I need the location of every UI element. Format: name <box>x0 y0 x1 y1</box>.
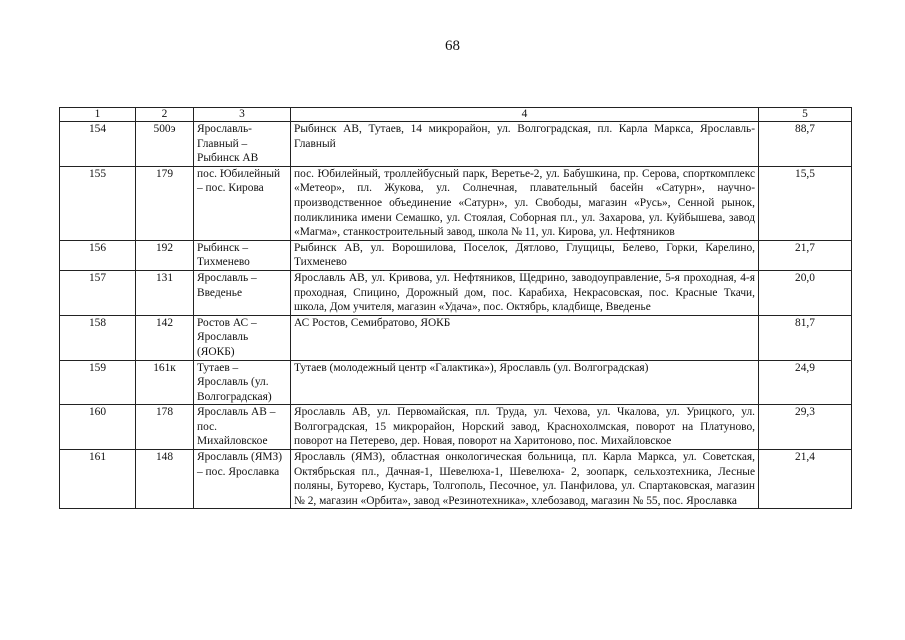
row-number: 157 <box>60 270 136 315</box>
table-row <box>60 405 852 450</box>
column-header-3: 3 <box>194 108 291 122</box>
route-length: 21,7 <box>759 240 852 270</box>
row-number: 155 <box>60 166 136 240</box>
route-name: Ярославль – Введенье <box>194 270 291 315</box>
table-row <box>60 166 852 240</box>
table-row <box>60 360 852 405</box>
route-length: 20,0 <box>759 270 852 315</box>
header-row <box>60 108 852 122</box>
route-number: 192 <box>136 240 194 270</box>
route-name: Ярославль-Главный – Рыбинск АВ <box>194 122 291 167</box>
route-length: 88,7 <box>759 122 852 167</box>
route-name: пос. Юбилейный – пос. Кирова <box>194 166 291 240</box>
route-number: 500э <box>136 122 194 167</box>
route-number: 178 <box>136 405 194 450</box>
route-number: 131 <box>136 270 194 315</box>
route-name: Ярославль АВ – пос. Михайловское <box>194 405 291 450</box>
route-stops: Ярославль (ЯМЗ), областная онкологическая больница, пл. Карла Маркса, ул. Советская, Октябрьская пл., Дачная-1, Шевелюха-1, Шевелюха- 2, зоопарк, сельхозтехника, Лесные поляны, Буторево, Кустарь, Толгополь, Песочное, ул. Панфилова, ул. Спартаковская, магазин № 2, магазин «Орбита», завод «Резинотехника», хлебозавод, магазин № 55, пос. Ярославка <box>291 450 759 509</box>
table-row <box>60 450 852 509</box>
route-length: 29,3 <box>759 405 852 450</box>
route-stops: Рыбинск АВ, ул. Ворошилова, Поселок, Дятлово, Глущицы, Белево, Горки, Карелино, Тихменево <box>291 240 759 270</box>
row-number: 161 <box>60 450 136 509</box>
row-number: 160 <box>60 405 136 450</box>
route-stops: АС Ростов, Семибратово, ЯОКБ <box>291 315 759 360</box>
table-row <box>60 122 852 167</box>
table-row <box>60 270 852 315</box>
routes-table <box>59 107 852 509</box>
route-number: 148 <box>136 450 194 509</box>
table-row <box>60 240 852 270</box>
route-name: Ростов АС – Ярославль (ЯОКБ) <box>194 315 291 360</box>
row-number: 158 <box>60 315 136 360</box>
page-number: 68 <box>445 38 460 54</box>
route-name: Ярославль (ЯМЗ) – пос. Ярославка <box>194 450 291 509</box>
column-header-1: 1 <box>60 108 136 122</box>
column-header-5: 5 <box>759 108 852 122</box>
route-length: 15,5 <box>759 166 852 240</box>
route-name: Тутаев – Ярославль (ул. Волгоградская) <box>194 360 291 405</box>
route-stops: Тутаев (молодежный центр «Галактика»), Ярославль (ул. Волгоградская) <box>291 360 759 405</box>
row-number: 156 <box>60 240 136 270</box>
route-stops: Ярославль АВ, ул. Кривова, ул. Нефтяников, Щедрино, заводоуправление, 5-я проходная, 4-я проходная, Спицино, Дорожный дом, пос. Карабиха, Некрасовская, пос. Красные Ткачи, школа, Дом учителя, магазин «Удача», пос. Октябрь, кладбище, Введенье <box>291 270 759 315</box>
route-stops: пос. Юбилейный, троллейбусный парк, Веретье-2, ул. Бабушкина, пр. Серова, спорткомплекс «Метеор», пл. Жукова, ул. Солнечная, плавательный басейн «Сатурн», научно-производственное объединение «Сатурн», ул. Свободы, магазин «Русь», Сенной рынок, поликлиника имени Семашко, ул. Стоялая, Соборная пл., ул. Захарова, ул. Куйбышева, завод «Магма», станкостроительный завод, школа № 11, ул. Кирова, ул. Нефтяников <box>291 166 759 240</box>
route-stops: Ярославль АВ, ул. Первомайская, пл. Труда, ул. Чехова, ул. Чкалова, ул. Урицкого, ул. Волгоградская, 15 микрорайон, Норский завод, Краснохолмская, поворот на Платуново, поворот на Петерево, дер. Новая, поворот на Харитоново, пос. Михайловское <box>291 405 759 450</box>
route-number: 179 <box>136 166 194 240</box>
table-row <box>60 315 852 360</box>
column-header-2: 2 <box>136 108 194 122</box>
route-length: 21,4 <box>759 450 852 509</box>
route-length: 81,7 <box>759 315 852 360</box>
route-number: 161к <box>136 360 194 405</box>
route-stops: Рыбинск АВ, Тутаев, 14 микрорайон, ул. Волгоградская, пл. Карла Маркса, Ярославль-Главный <box>291 122 759 167</box>
route-number: 142 <box>136 315 194 360</box>
route-name: Рыбинск – Тихменево <box>194 240 291 270</box>
column-header-4: 4 <box>291 108 759 122</box>
route-length: 24,9 <box>759 360 852 405</box>
row-number: 154 <box>60 122 136 167</box>
row-number: 159 <box>60 360 136 405</box>
